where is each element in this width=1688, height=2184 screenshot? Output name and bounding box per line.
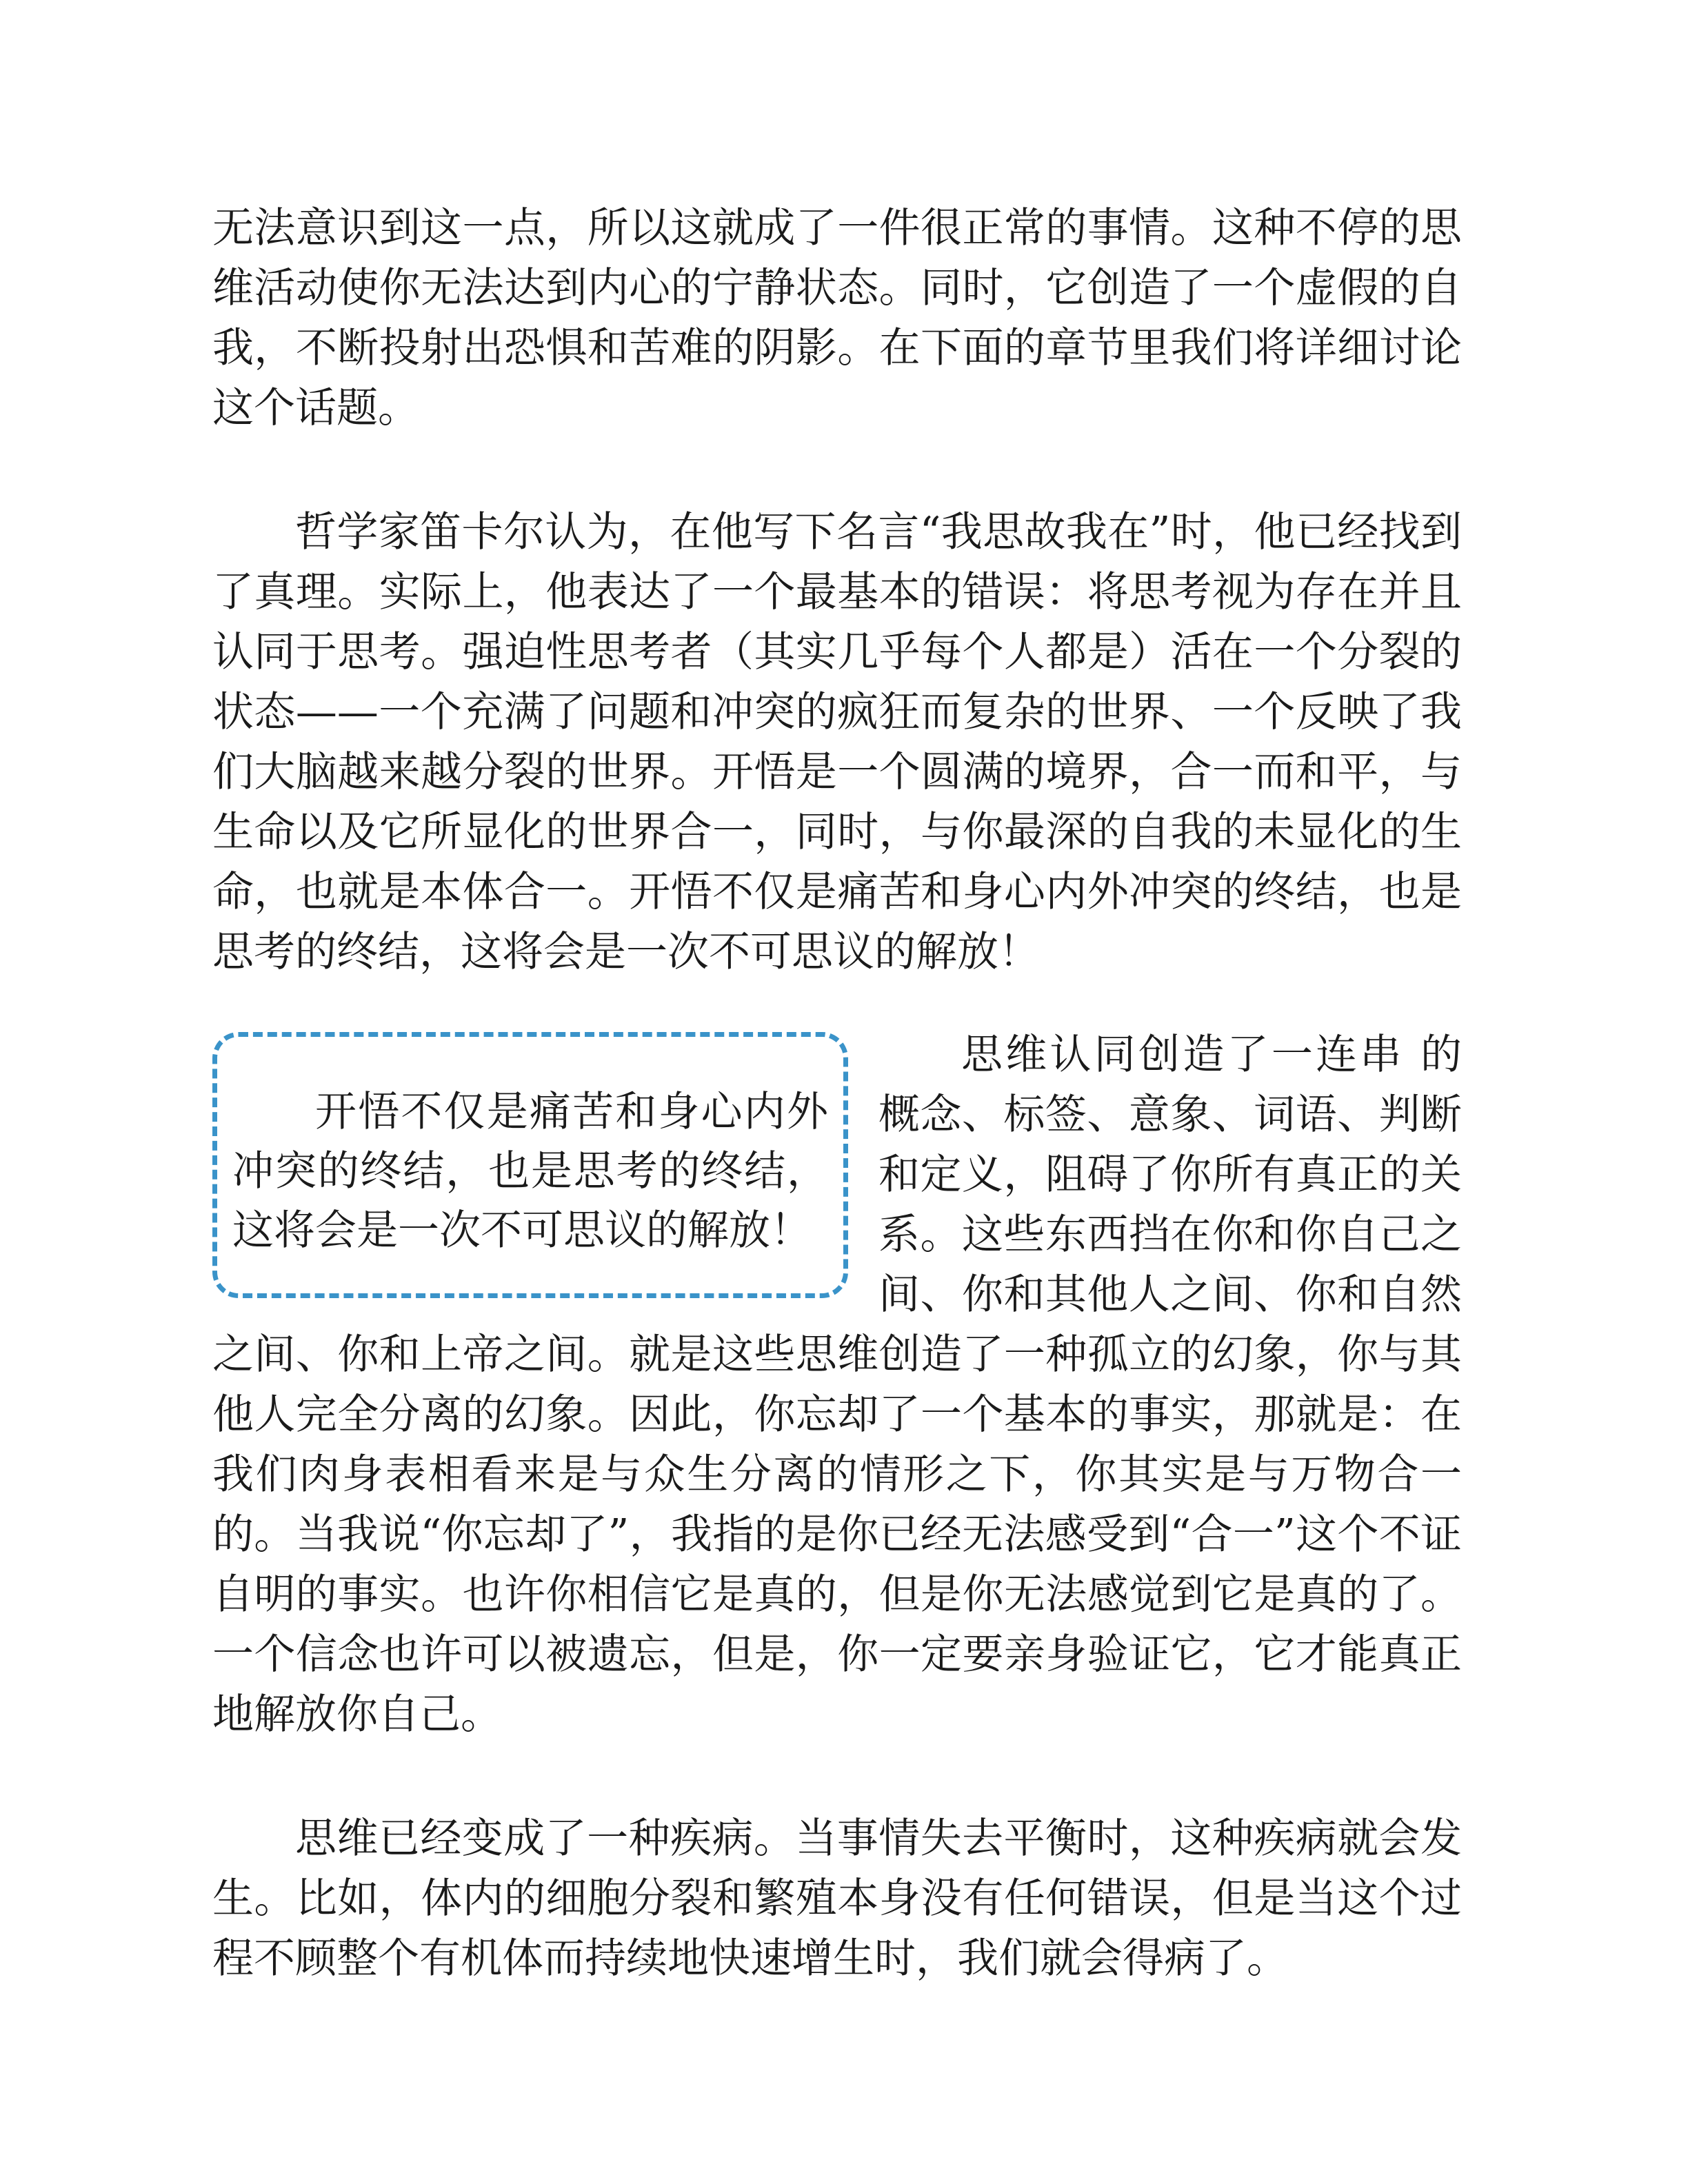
pull-quote-text: 开悟不仅是痛苦和身心内外冲突的终结，也是思考的终结，这将会是一次不可思议的解放！ <box>232 1088 828 1255</box>
paragraph-gap <box>212 982 1462 1025</box>
paragraph-gap <box>212 1745 1462 1809</box>
pull-quote-section <box>212 1025 1462 1745</box>
paragraph-1: 无法意识到这一点，所以这就成了一件很正常的事情。这种不停的思维活动使你无法达到内心的宁静状态。同时，它创造了一个虚假的自我，不断投射出恐惧和苦难的阴影。在下面的章节里我们将详细讨论这个话题。 <box>212 204 1462 432</box>
paragraph-2: 哲学家笛卡尔认为，在他写下名言“我思故我在”时，他已经找到了真理。实际上，他表达了一个最基本的错误：将思考视为存在并且认同于思考。强迫性思考者（其实几乎每个人都是）活在一个分裂的状态——一个充满了问题和冲突的疯狂而复杂的世界、一个反映了我们大脑越来越分裂的世界。开悟是一个圆满的境界，合一而和平，与生命以及它所显化的世界合一，同时，与你最深的自我的未显化的生命，也就是本体合一。开悟不仅是痛苦和身心内外冲突的终结，也是思考的终结，这将会是一次不可思议的解放！ <box>212 508 1462 976</box>
page-content <box>212 199 1462 1989</box>
paragraph-3: 思维认同创造了一连串 的概念、标签、意象、词语、判断和定义，阻碍了你所有真正的关系。这些东西挡在你和你自己之间、你和其他人之间、你和自然之间、你和上帝之间。就是这些思维创造了一种孤立的幻象，你与其他人完全分离的幻象。因此，你忘却了一个基本的事实，那就是：在我们肉身表相看来是与众生分离的情形之下，你其实是与万物合一的。当我说“你忘却了”，我指的是你已经无法感受到“合一”这个不证自明的事实。也许你相信它是真的，但是你无法感觉到它是真的了。一个信念也许可以被遗忘，但是，你一定要亲身验证它，它才能真正地解放你自己。 <box>212 1031 1462 1739</box>
paragraph-gap <box>212 438 1462 503</box>
pull-quote-box <box>212 1032 848 1298</box>
paragraph-4: 思维已经变成了一种疾病。当事情失去平衡时，这种疾病就会发生。比如，体内的细胞分裂和繁殖本身没有任何错误，但是当这个过程不顾整个有机体而持续地快速增生时，我们就会得病了。 <box>212 1814 1462 1983</box>
